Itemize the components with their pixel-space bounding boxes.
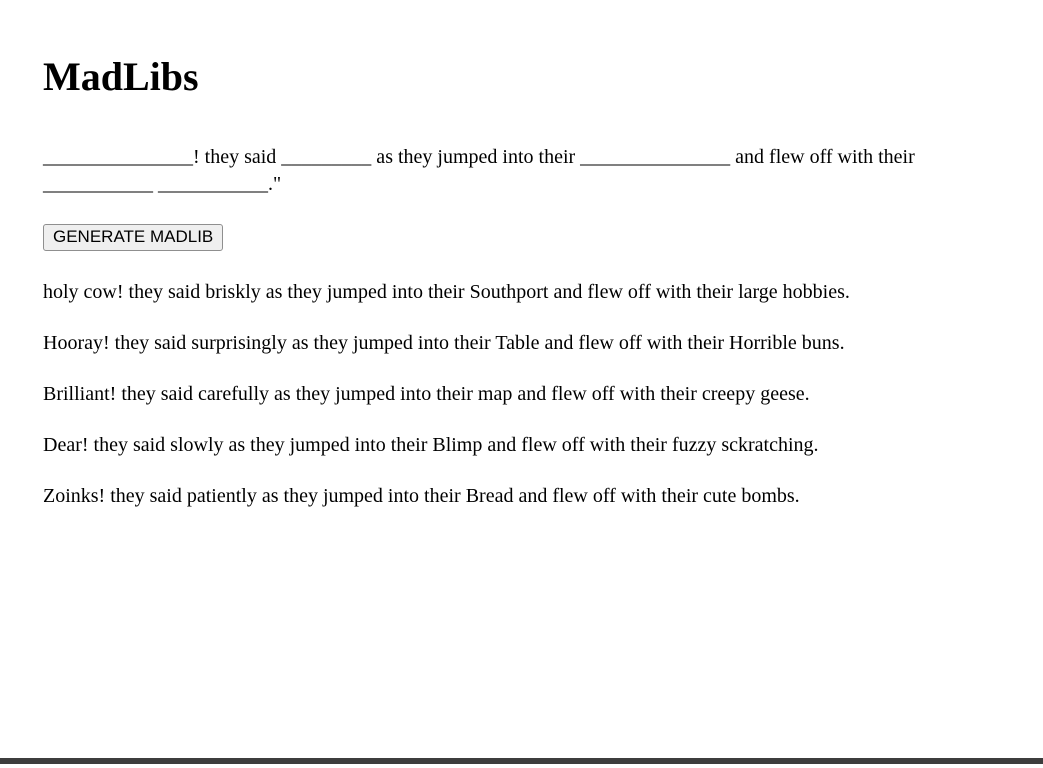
- madlib-result: Hooray! they said surprisingly as they jumped into their Table and flew off with their Horrible buns.: [43, 332, 845, 354]
- window-bottom-border: [0, 758, 1043, 764]
- madlib-template-sentence: _______________! they said _________ as they jumped into their _______________ and flew off with their ___________ ___________.": [43, 146, 915, 195]
- madlib-results-list: [43, 279, 1000, 510]
- generate-form: [43, 224, 1000, 251]
- madlib-result: Zoinks! they said patiently as they jumped into their Bread and flew off with their cute bombs.: [43, 485, 800, 507]
- page-title: MadLibs: [43, 54, 199, 99]
- madlib-result: holy cow! they said briskly as they jumped into their Southport and flew off with their large hobbies.: [43, 281, 850, 303]
- generate-madlib-button[interactable]: GENERATE MADLIB: [43, 224, 223, 251]
- madlib-result: Brilliant! they said carefully as they jumped into their map and flew off with their creepy geese.: [43, 383, 810, 405]
- madlib-result: Dear! they said slowly as they jumped into their Blimp and flew off with their fuzzy sckratching.: [43, 434, 819, 456]
